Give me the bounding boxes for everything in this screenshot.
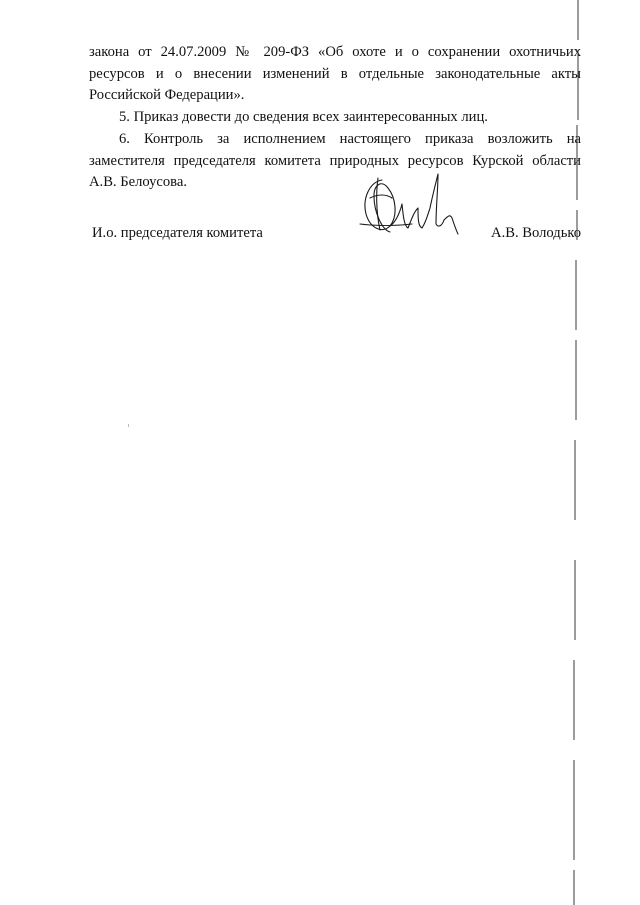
signature-block xyxy=(89,222,581,244)
text-line: 5. Приказ довести до сведения всех заинтересованных лиц. xyxy=(119,109,488,125)
scan-edge-line xyxy=(568,0,584,905)
order-item-5 xyxy=(89,107,581,129)
text-line: Российской Федерации». xyxy=(89,87,245,103)
paragraph-law-reference xyxy=(89,42,581,107)
text-line: закона от 24.07.2009 № 209-ФЗ «Об охоте и о сохранении охотничьих xyxy=(89,44,581,60)
signer-name: А.В. Володько xyxy=(491,225,581,241)
text-line: ресурсов и о внесении изменений в отдельные законодательные акты xyxy=(89,65,581,82)
text-line: 6. Контроль за исполнением настоящего приказа возложить на xyxy=(119,131,581,147)
order-item-6 xyxy=(89,129,581,194)
text-line: А.В. Белоусова. xyxy=(89,174,187,190)
signer-position: И.о. председателя комитета xyxy=(92,225,263,241)
text-line: заместителя председателя комитета природных ресурсов Курской области xyxy=(89,152,581,169)
scan-speck xyxy=(128,424,129,427)
